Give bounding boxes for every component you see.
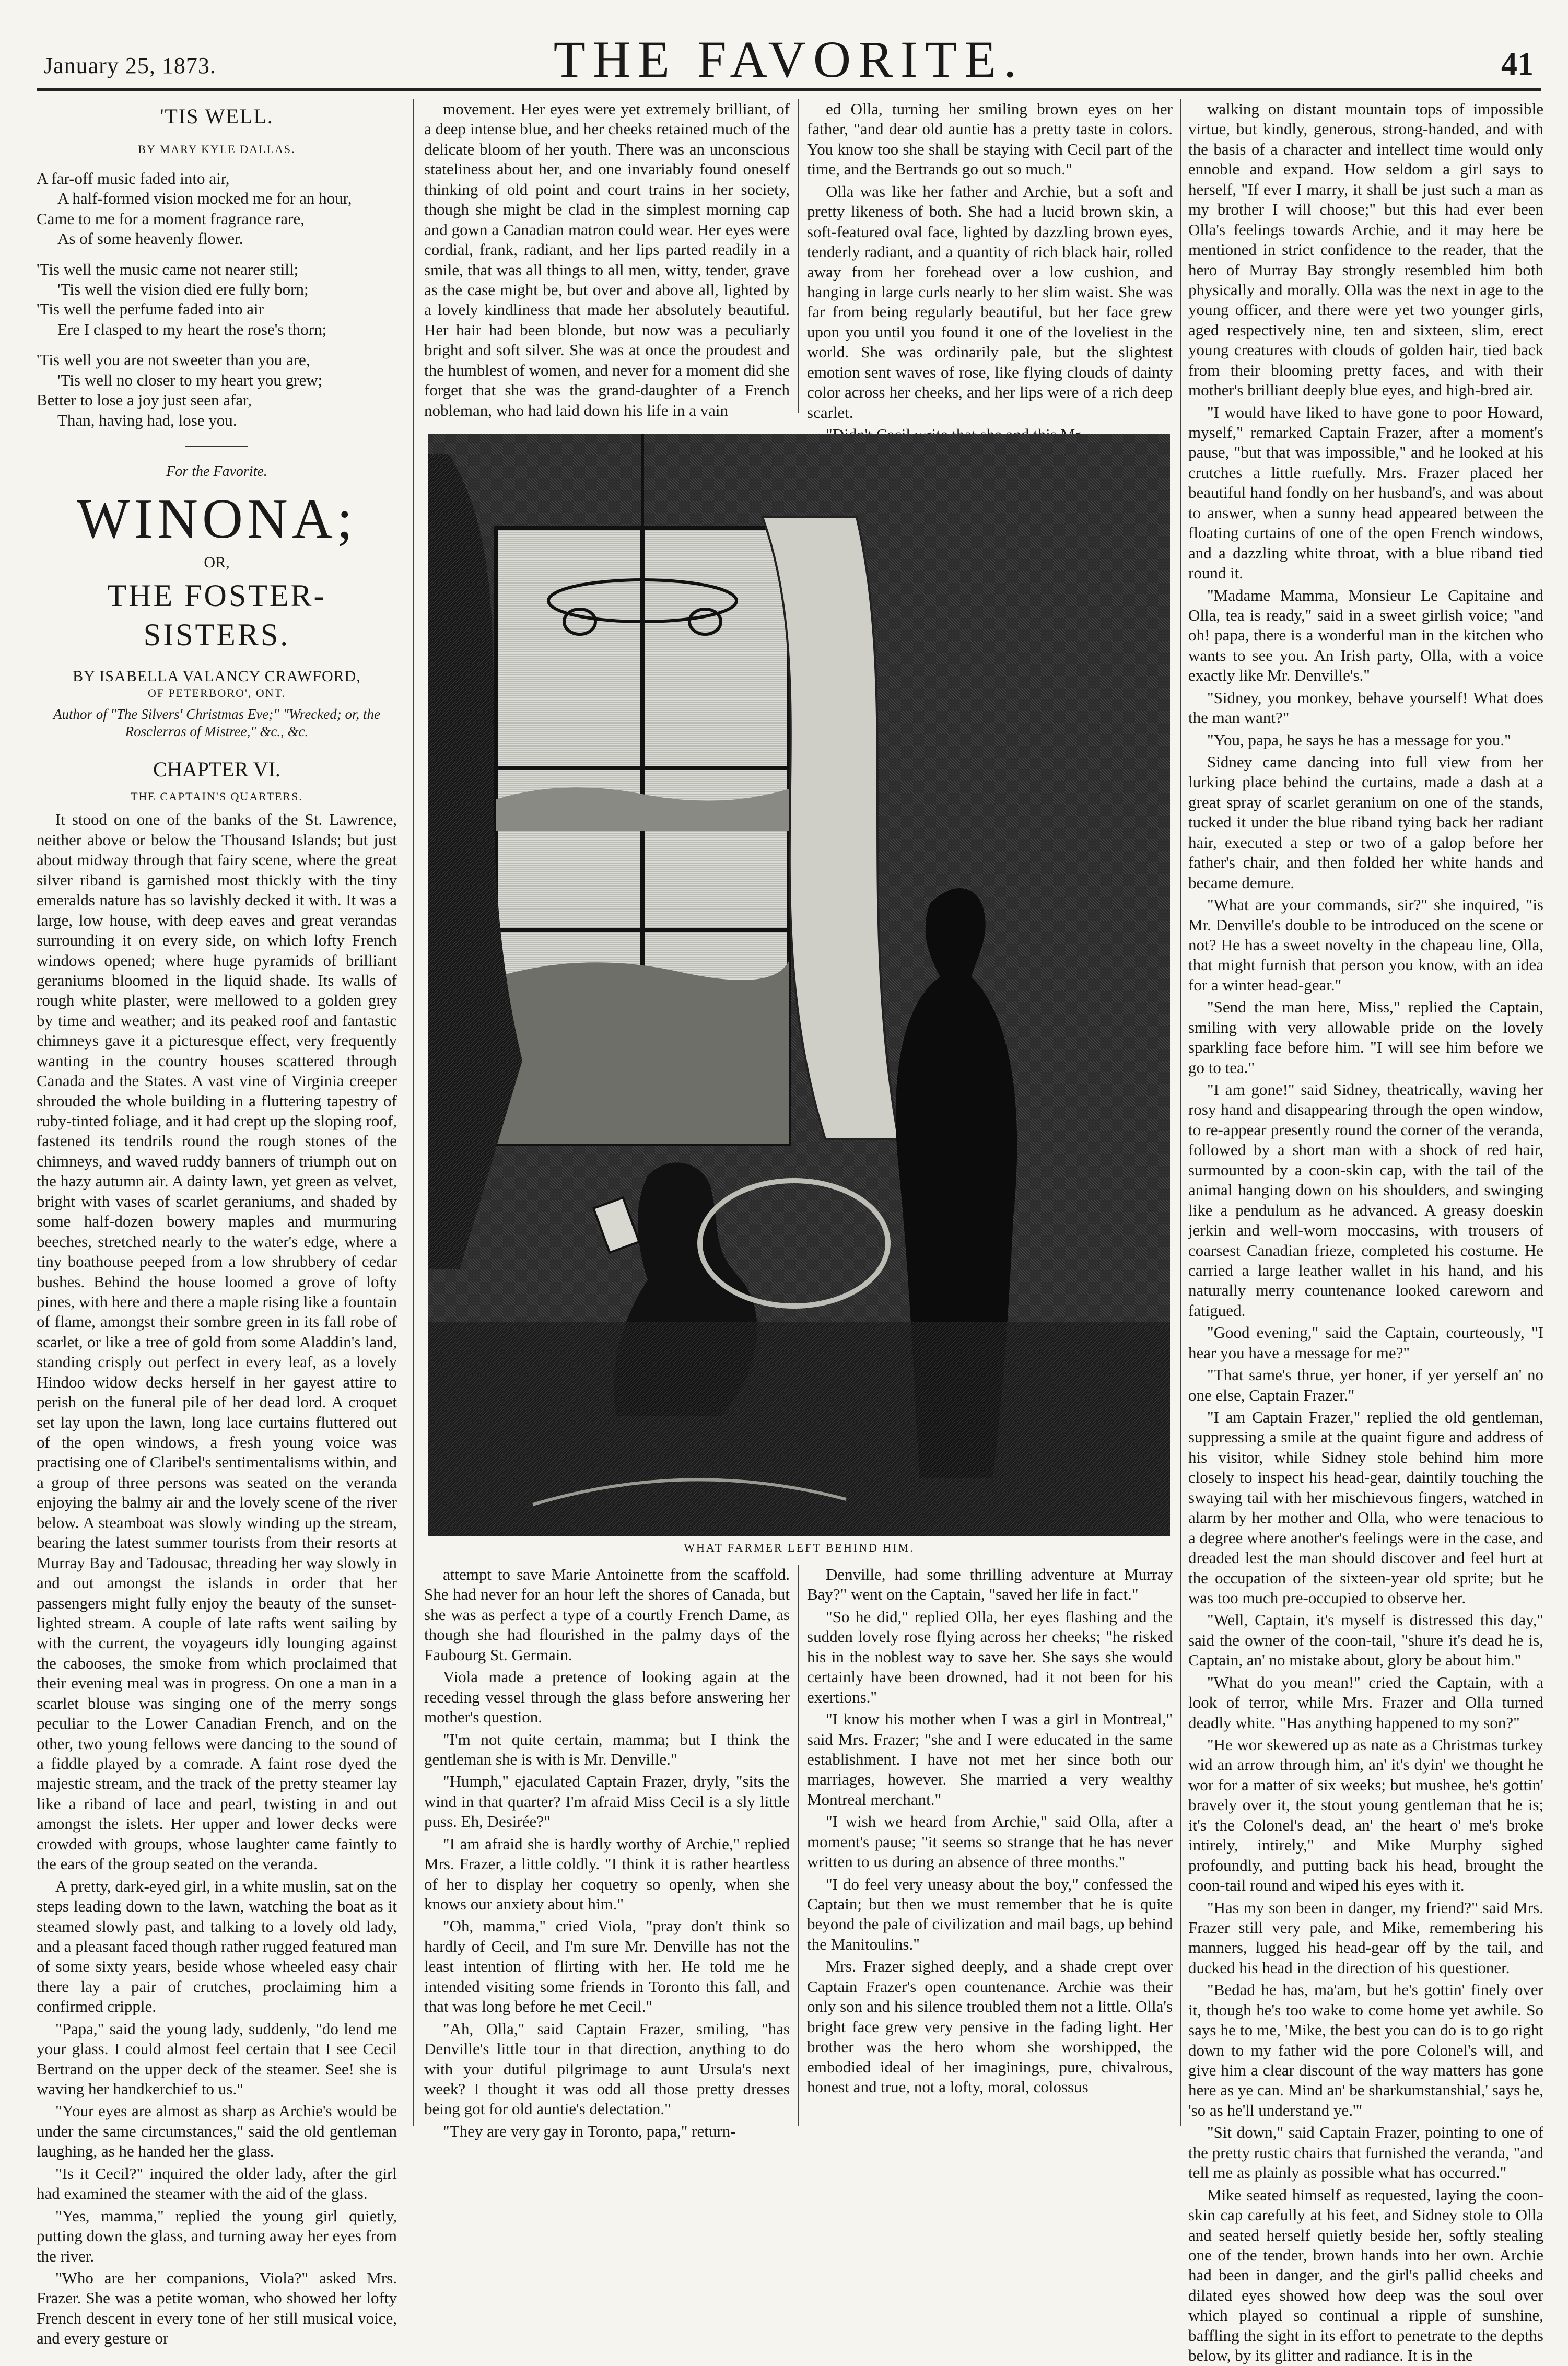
paragraph: "I am gone!" said Sidney, theatrically, waving her rosy hand and disappearing through the open window, to re-appear presently round the corner of the veranda, followed by a short man with a shock of red hair, surmounted by a coon-skin cap, with the tail of the animal hanging down on his shoulders, and swinging like a pendulum as he advanced. A greasy doeskin jerkin and well-worn moccasins, with trousers of coarsest Canadian frieze, completed his costume. He carried a large leather wallet in his hand, and his naturally merry countenance looked careworn and fatigued. [1188,1080,1543,1320]
paragraph: "Bedad he has, ma'am, but he's gottin' finely over it, though he's too wake to come home yet awhile. So says he to me, 'Mike, the best you can do is to go right down to my father wid the pore Colonel's will, and give him a clear discount of the way matters has gone here as ye can. Mind an' be sharkumstanshial,' says he, 'so as he'll understand ye.'" [1188,1980,1543,2119]
paragraph: Denville, had some thrilling adventure at Murray Bay?" went on the Captain, "saved her life in fact." [807,1565,1173,1604]
paragraph: "I am afraid she is hardly worthy of Archie," replied Mrs. Frazer, a little coldly. "I think it is rather heartless of her to display her coquetry so openly, when she knows our anxiety about him." [424,1834,790,1913]
paragraph: "Ah, Olla," said Captain Frazer, smiling, "has Denville's little tour in that direction, anything to do with your dutiful pilgrimage to aunt Ursula's next week? I thought it was odd all those pretty dresses being got for old auntie's delectation." [424,2019,790,2118]
paragraph: A pretty, dark-eyed girl, in a white muslin, sat on the steps leading down to the lawn, watching the boat as it steamed slowly past, and talking to a lovely old lady, and a pleasant faced though rather rugged featured man of some sixty years, beside whose wheeled easy chair there lay a pair of crutches, proclaiming him a confirmed cripple. [37,1877,397,2016]
poem-stanza [37,260,397,340]
poem-title: 'TIS WELL. [160,104,274,128]
for-the-favorite-label: For the Favorite. [166,463,267,480]
poem-line: 'Tis well the music came not nearer still; [37,260,299,278]
paragraph: "What are your commands, sir?" she inquired, "is Mr. Denville's double to be introduced on the scene or not? He has a sweet novelty in the chapeau line, Olla, that might furnish that person you know, with an idea for a winter head-gear." [1188,895,1543,994]
paragraph: "Send the man here, Miss," replied the Captain, smiling with very allowable pride on the lovely sparkling face before him. "I will see him before we go to tea." [1188,998,1543,1077]
paragraph: "Has my son been in danger, my friend?" said Mrs. Frazer still very pale, and Mike, remembering his manners, lugged his head-gear off by the tail, and ducked his head in the direction of his questioner. [1188,1898,1543,1977]
column-2-top [424,99,790,419]
poem-line: As of some heavenly flower. [57,229,243,248]
paragraph: "So he did," replied Olla, her eyes flashing and the sudden lovely rose flying across her cheeks; "he risked his in the noblest way to save her. She says she would certainly have been drowned, had it not been for his exertions." [807,1607,1173,1706]
paragraph: "I'm not quite certain, mamma; but I think the gentleman she is with is Mr. Denville." [424,1730,790,1768]
paragraph: "Who are her companions, Viola?" asked Mrs. Frazer. She was a petite woman, who showed her lofty French descent in every tone of her still musical voice, and every gesture or [37,2268,397,2348]
paragraph: "I know his mother when I was a girl in Montreal," said Mrs. Frazer; "she and I were educated in the same establishment. I have not met her since both our marriages, however. She married a very wealthy Montreal merchant." [807,1710,1173,1809]
column-divider [798,99,799,413]
poem-line: Ere I clasped to my heart the rose's thorn; [57,320,327,339]
story-author: BY ISABELLA VALANCY CRAWFORD, [73,668,361,685]
paragraph: "I would have liked to have gone to poor Howard, myself," remarked Captain Frazer, after a moment's pause, "but that was impossible," and he looked at his crutches a little ruefully. Mrs. Frazer placed her beautiful hand fondly on her husband's, and was about to answer, when a sunny head appeared between the floating curtains of one of the open French windows, and a dazzling white throat, with a blue riband tied round it. [1188,403,1543,582]
paragraph: attempt to save Marie Antoinette from the scaffold. She had never for an hour left the shores of Canada, but she was as perfect a type of a courtly French Dame, as though she had flourished in the palmy days of the Faubourg St. Germain. [424,1565,790,1664]
column-divider [798,1565,799,2126]
newspaper-title: THE FAVORITE. [553,30,1024,88]
paragraph: "I wish we heard from Archie," said Olla, after a moment's pause; "it seems so strange that he has never written to us during an absence of three months." [807,1812,1173,1871]
paragraph: "Oh, mamma," cried Viola, "pray don't think so hardly of Cecil, and I'm sure Mr. Denville has not the least intention of flirting with her. He told me he intended visiting some friends in Toronto this fall, and that was long before he met Cecil." [424,1917,790,2016]
column-2-bottom [424,1565,790,2140]
paragraph: "Yes, mamma," replied the young girl quietly, putting down the glass, and turning away her eyes from the river. [37,2206,397,2265]
paragraph: Sidney came dancing into full view from her lurking place behind the curtains, made a dash at a great spray of scarlet geranium on one of the stands, tucked it under the blue riband tying back her radiant hair, executed a step or two of a galop before her father's chair, and then folded her white hands and became demure. [1188,753,1543,892]
poem-line: Came to me for a moment fragrance rare, [37,209,305,228]
column-divider [1180,99,1181,2126]
poem-line: Than, having had, lose you. [57,411,237,429]
poem-line: 'Tis well you are not sweeter than you are, [37,351,310,369]
story-title: WINONA; [77,487,357,550]
column-divider [413,99,414,2126]
paragraph: "Humph," ejaculated Captain Frazer, dryly, "sits the wind in that quarter? I'm afraid Miss Cecil is a sly little puss. Eh, Desirée?" [424,1772,790,1831]
engraving-illustration [428,434,1170,1536]
poem-line: A half-formed vision mocked me for an hour, [57,189,352,208]
paragraph: "Sidney, you monkey, behave yourself! What does the man want?" [1188,688,1543,727]
paragraph: "Well, Captain, it's myself is distressed this day," said the owner of the coon-tail, "shure it's dead he is, Captain, an' no mistake about, glory be about him." [1188,1611,1543,1670]
paragraph: Mrs. Frazer sighed deeply, and a shade crept over Captain Frazer's open countenance. Archie was their only son and his silence troubled them not a little. Olla's bright face grew very pensive in the fading light. Her brother was the hero whom she worshipped, the embodied ideal of her imaginings, pure, chivalrous, honest and true, not a lofty, moral, colossus [807,1957,1173,2096]
poem-line: Better to lose a joy just seen afar, [37,391,252,410]
story-subtitle: THE FOSTER-SISTERS. [107,578,326,652]
paragraph: ed Olla, turning her smiling brown eyes on her father, "and dear old auntie has a pretty taste in colors. You know too she shall be staying with Cecil part of the time, and the Bertrands go out so much." [807,100,1173,179]
paragraph: "Is it Cecil?" inquired the older lady, after the girl had examined the steamer with the aid of the glass. [37,2164,397,2203]
poem-stanza [37,350,397,430]
paragraph: It stood on one of the banks of the St. Lawrence, neither above or below the Thousand Islands; but just about midway through that fairy scene, where the great silver riband is garnished most thickly with the tiny emeralds nature has so lavishly decked it with. It was a large, low house, with deep eaves and great verandas surrounding it on every side, on which lofty French windows opened; where huge pyramids of brilliant geraniums bloomed in the liquid shade. Its walls of rough white plaster, were mellowed to a golden grey by time and weather; and its peaked roof and fantastic chimneys gave it a picturesque effect, very frequently wanting in the country houses scattered through Canada and the States. A vast vine of Virginia creeper shrouded the whole building in a fluttering tapestry of ruby-tinted foliage, and it had crept up the sloping roof, fastened its tendrils round the rough stones of the chimneys, and waved ruddy banners of triumph out on the hazy autumn air. A dainty lawn, yet green as velvet, bright with vases of scarlet geraniums, and shaded by some half-dozen bowery maples and murmuring beeches, stretched nearly to the water's edge, where a tiny boathouse peeped from a low shrubbery of cedar bushes. Behind the house loomed a grove of lofty pines, with here and there a maple rising like a fountain of flame, amongst their sombre green in its fall robe of scarlet, or like a tree of gold from some Aladdin's land, standing crisply out perfect in every leaf, as a lovely Hindoo widow decks herself in her gayest attire to perish on the funeral pile of her dead lord. A croquet set lay upon the lawn, long lace curtains fluttered out of the open windows, a fresh young voice was practising one of Claribel's sentimentalisms within, and a group of three persons was seated on the veranda enjoying the balmy air and the lovely scene of the river below. A steamboat was slowly winding up the stream, bearing the latest summer tourists from their resorts at Murray Bay and Tadousac, threading her way slowly in and out amongst the islands in order that her passengers might fully enjoy the beauty of the sunset-lighted stream. A couple of late rafts went sailing by with the current, the voyageurs idly lounging against the cabooses, the smoke from which proclaimed that their evening meal was in progress. On one a man in a scarlet blouse was singing one of the merry songs peculiar to the Lower Canadian French, and on the other, two young fellows were dancing to the sound of a fiddle played by a comrade. A faint rose dyed the majestic stream, and the track of the pretty steamer lay like a riband of lace and pearl, twisting in and out amongst the islets. Her upper and lower decks were crowded with groups, whose laughter came faintly to the ears of the group seated on the veranda. [37,810,397,1873]
paragraph: "What do you mean!" cried the Captain, with a look of terror, while Mrs. Frazer and Olla turned deadly white. "Has anything happened to my son?" [1188,1673,1543,1732]
author-works: Author of "The Silvers' Christmas Eve;" "Wrecked; or, the Rosclerras of Mistree," &c., &c. [53,706,380,740]
poem-stanza [37,169,397,249]
paragraph: "Sit down," said Captain Frazer, pointing to one of the pretty rustic chairs that furnished the veranda, "and tell me as plainly as possible what has occurred." [1188,2123,1543,2182]
story-or: OR, [204,554,230,572]
chapter-title: THE CAPTAIN'S QUARTERS. [131,790,303,803]
paragraph: Mike seated himself as requested, laying the coon-skin cap carefully at his feet, and Sidney stole to Olla and seated herself quietly beside her, softly stealing one of the tender, brown hands into her own. Archie had been in danger, and the girl's pallid cheeks and dilated eyes showed how deep was the soul over which played so continual a ripple of sunshine, baffling the sight in its effort to penetrate to the depths below, by its glitter and radiance. It is in the [1188,2185,1543,2365]
paragraph: Viola made a pretence of looking again at the receding vessel through the glass before answering her mother's question. [424,1668,790,1727]
paragraph: movement. Her eyes were yet extremely brilliant, of a deep intense blue, and her cheeks retained much of the delicate bloom of her youth. There was an unconscious stateliness about her, and one invariably found oneself thinking of old point and court trains in her society, though she might be clad in the simplest morning cap and gown a Canadian matron could wear. Her eyes were cordial, frank, radiant, and her lips parted readily in a smile, that was all things to all men, witty, tender, grave as the case might be, but over and above all, lighted by a lovely kindliness that made her absolutely beautiful. Her hair had been blonde, but now was a peculiarly bright and soft silver. She was at once the proudest and the humblest of women, and never for a moment did she forget that she was the grand-daughter of a French nobleman, who had laid down his life in a vain [424,100,790,419]
paragraph: "He wor skewered up as nate as a Christmas turkey wid an arrow through him, an' it's dyin' we thought he wor for a matter of six weeks; but mushee, he's gottin' bravely over it, the stout young gentleman that he is; it's the Colonel's dead, an' the heart o' me's broke intirely, intirely," and Mike Murphy sighed profoundly, and putting back his head, brought the coon-tail round and wiped his eyes with it. [1188,1735,1543,1895]
column-3-top [807,99,1173,422]
paragraph: "Papa," said the young lady, suddenly, "do lend me your glass. I could almost feel certain that I see Cecil Bertrand on the upper deck of the steamer. See! she is waving her handkerchief to us." [37,2019,397,2098]
poem-line: 'Tis well the vision died ere fully born; [57,280,309,299]
paragraph: Olla was like her father and Archie, but a soft and pretty likeness of both. She had a lucid brown skin, a soft-featured oval face, lighted by dazzling brown eyes, tenderly radiant, and a quantity of rich black hair, rolled away from her forehead over a low cushion, and hanging in large curls nearly to her slim waist. She was far from being regularly beautiful, but her face grew upon you until you found it one of the loveliest in the world. She was ordinarily pale, but the slightest emotion sent waves of rose, like flying clouds of dainty color across her cheeks, and her lips were of a rich deep scarlet. [807,182,1173,422]
masthead [37,11,1541,90]
paragraph: walking on distant mountain tops of impossible virtue, but kindly, generous, strong-handed, and with the basis of a character and intellect time would only ennoble and expand. How seldom a girl says to herself, "If ever I marry, it shall be just such a man as my brother I will choose;" but this had ever been Olla's feelings towards Archie, and it may here be mentioned in strict confidence to the reader, that the hero of Murray Bay strongly resembled him both physically and morally. Olla was the next in age to the young officer, and there were yet two younger girls, aged respectively nine, ten and sixteen, slim, erect young creatures with clouds of golden hair, tied back from their blooming pretty faces, and with their mother's brilliant deeply blue eyes, and high-bred air. [1188,100,1543,400]
issue-date: January 25, 1873. [44,53,216,78]
page-number: 41 [1501,46,1534,82]
column-1 [37,99,397,2348]
illustration-caption: WHAT FARMER LEFT BEHIND HIM. [684,1541,915,1554]
paragraph: "Good evening," said the Captain, courteously, "I hear you have a message for me?" [1188,1323,1543,1362]
column-4 [1188,99,1543,2365]
paragraph: "I am Captain Frazer," replied the old gentleman, suppressing a smile at the quaint figure and address of his visitor, while Sidney stole behind him more closely to inspect his head-gear, daintily touching the swaying tail with her mischievous fingers, watched in alarm by her mother and Olla, who were tenacious to a degree where another's feelings were in the case, and dreaded lest the man should discover and feel hurt at the occupation of the sixteen-year old sprite; but he was too much pre-occupied to observe her. [1188,1408,1543,1607]
poem-byline: BY MARY KYLE DALLAS. [138,142,296,156]
chapter-heading: CHAPTER VI. [153,757,280,781]
paragraph: "I do feel very uneasy about the boy," confessed the Captain; but then we must remember that he is quite beyond the pale of civilization and mail bags, up behind the Manitoulins." [807,1874,1173,1953]
paragraph: "That same's thrue, yer honer, if yer yerself an' no one else, Captain Frazer." [1188,1366,1543,1404]
section-divider [185,446,248,447]
poem-line: 'Tis well no closer to my heart you grew; [57,370,323,389]
masthead-rule [37,88,1541,91]
paragraph: "You, papa, he says he has a message for you." [1207,730,1511,749]
poem-line: 'Tis well the perfume faded into air [37,300,264,319]
author-place: OF PETERBORO', ONT. [147,686,286,700]
poem-line: A far-off music faded into air, [37,169,230,188]
column-3-bottom [807,1565,1173,2126]
paragraph: "Your eyes are almost as sharp as Archie's would be under the same circumstances," said the old gentleman laughing, as he handed her the glass. [37,2102,397,2161]
paragraph: "Madame Mamma, Monsieur Le Capitaine and Olla, tea is ready," said in a sweet girlish voice; "and oh! papa, there is a wonderful man in the kitchen who wants to see you. An Irish party, Olla, with a voice exactly like Mr. Denville's." [1188,586,1543,685]
paragraph: "They are very gay in Toronto, papa," return- [443,2122,736,2140]
